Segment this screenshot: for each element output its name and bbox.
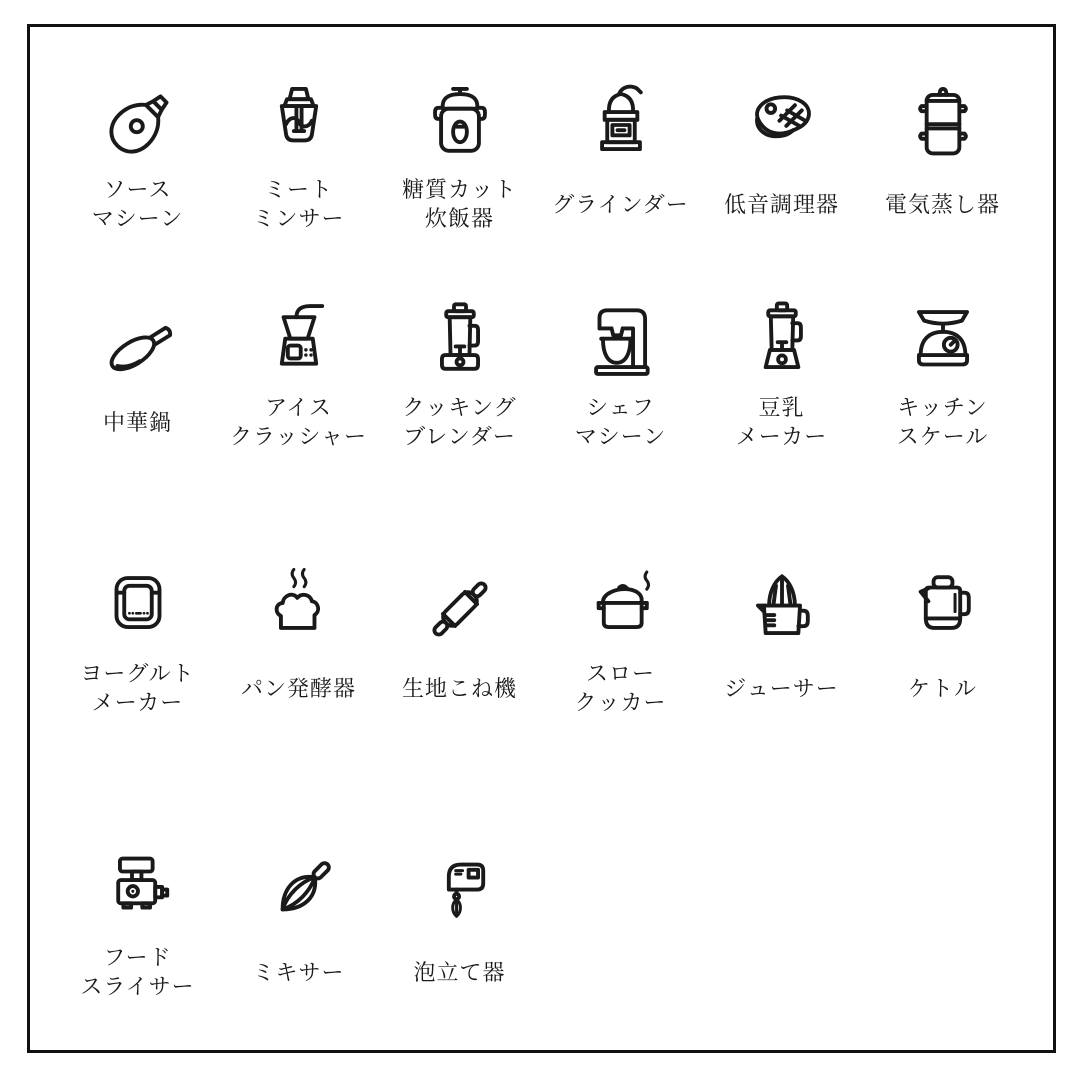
appliance-item <box>862 298 1023 452</box>
appliance-label <box>80 660 194 718</box>
label-line: ミンサー <box>252 207 345 232</box>
label-line: メーカー <box>91 691 184 716</box>
appliance-item <box>540 564 701 718</box>
appliance-label <box>413 944 505 1002</box>
label-line: スライサー <box>80 975 195 1000</box>
sauce-machine-icon <box>95 80 181 170</box>
low-temp-cooker-icon <box>739 80 825 170</box>
hand-whisk-icon <box>417 848 503 938</box>
appliance-item <box>218 298 379 452</box>
appliance-item <box>862 564 1023 718</box>
label-line: クラッシャー <box>229 425 368 450</box>
appliance-item <box>57 848 218 1002</box>
icon-grid-row <box>57 80 1023 234</box>
label-line: ヨーグルト <box>80 662 195 687</box>
appliance-item <box>57 80 218 234</box>
appliance-label <box>908 660 977 718</box>
appliance-item <box>57 564 218 718</box>
label-line: メーカー <box>735 425 828 450</box>
appliance-item <box>540 298 701 452</box>
appliance-label <box>402 176 517 234</box>
appliance-label <box>252 176 344 234</box>
slow-cooker-icon <box>578 564 664 654</box>
appliance-item <box>218 80 379 234</box>
appliance-item <box>379 298 540 452</box>
meat-mincer-icon <box>256 80 342 170</box>
label-line: フード <box>103 946 172 971</box>
appliance-label <box>92 176 184 234</box>
label-line: シェフ <box>586 396 655 421</box>
label-line: 低音調理器 <box>723 192 839 218</box>
food-slicer-icon <box>95 848 181 938</box>
wok-icon <box>95 298 181 388</box>
appliance-label <box>897 394 989 452</box>
soy-milk-maker-icon <box>739 298 825 388</box>
label-line: キッチン <box>897 396 988 421</box>
label-line: 生地こね機 <box>401 676 517 702</box>
label-line: ソース <box>103 178 172 203</box>
kitchen-scale-icon <box>900 298 986 388</box>
label-line: アイス <box>265 396 332 421</box>
label-line: 電気蒸し器 <box>884 192 1000 218</box>
label-line: グラインダー <box>552 192 689 218</box>
appliance-item <box>218 564 379 718</box>
chef-machine-icon <box>578 298 664 388</box>
appliance-label <box>574 660 666 718</box>
appliance-label <box>885 176 1000 234</box>
label-line: ミート <box>263 178 333 203</box>
label-line: クッキング <box>402 396 517 421</box>
label-line: ミキサー <box>252 960 345 986</box>
appliance-label <box>736 394 828 452</box>
grinder-icon <box>578 80 664 170</box>
appliance-label <box>80 944 194 1002</box>
appliance-label <box>103 394 172 452</box>
icon-grid-row <box>57 564 1023 718</box>
icon-grid-row <box>57 298 1023 452</box>
label-line: ジューサー <box>724 676 839 702</box>
appliance-item <box>862 80 1023 234</box>
label-line: 炊飯器 <box>424 207 494 232</box>
label-line: 豆乳 <box>758 396 805 421</box>
appliance-item <box>540 80 701 234</box>
electric-steamer-icon <box>900 80 986 170</box>
label-line: 中華鍋 <box>102 410 172 436</box>
label-line: 泡立て器 <box>413 960 506 986</box>
mixer-icon <box>256 848 342 938</box>
appliance-label <box>552 176 688 234</box>
appliance-item <box>379 564 540 718</box>
label-line: マシーン <box>574 425 667 450</box>
appliance-label <box>724 660 839 718</box>
label-line: スケール <box>896 425 989 450</box>
label-line: ケトル <box>907 676 977 702</box>
bread-proofer-icon <box>256 564 342 654</box>
appliance-item <box>379 80 540 234</box>
appliance-item <box>57 298 218 452</box>
appliance-label <box>402 394 516 452</box>
label-line: 糖質カット <box>402 178 517 203</box>
label-line: スロー <box>585 662 655 687</box>
appliance-item <box>701 298 862 452</box>
appliance-label <box>252 944 344 1002</box>
label-line: ブレンダー <box>403 425 516 450</box>
label-line: マシーン <box>91 207 184 232</box>
kettle-icon <box>900 564 986 654</box>
appliance-label <box>230 394 367 452</box>
appliance-label <box>724 176 839 234</box>
appliance-label <box>575 394 667 452</box>
label-line: パン発酵器 <box>240 676 356 702</box>
label-line: クッカー <box>574 691 667 716</box>
appliance-item <box>701 80 862 234</box>
cooking-blender-icon <box>417 298 503 388</box>
appliance-item <box>218 848 379 1002</box>
appliance-label <box>402 660 517 718</box>
low-carb-rice-cooker-icon <box>417 80 503 170</box>
yogurt-maker-icon <box>95 564 181 654</box>
icon-grid-row <box>57 848 1023 1002</box>
juicer-icon <box>739 564 825 654</box>
appliance-item <box>379 848 540 1002</box>
appliance-label <box>241 660 356 718</box>
ice-crusher-icon <box>256 298 342 388</box>
dough-kneader-icon <box>417 564 503 654</box>
appliance-item <box>701 564 862 718</box>
